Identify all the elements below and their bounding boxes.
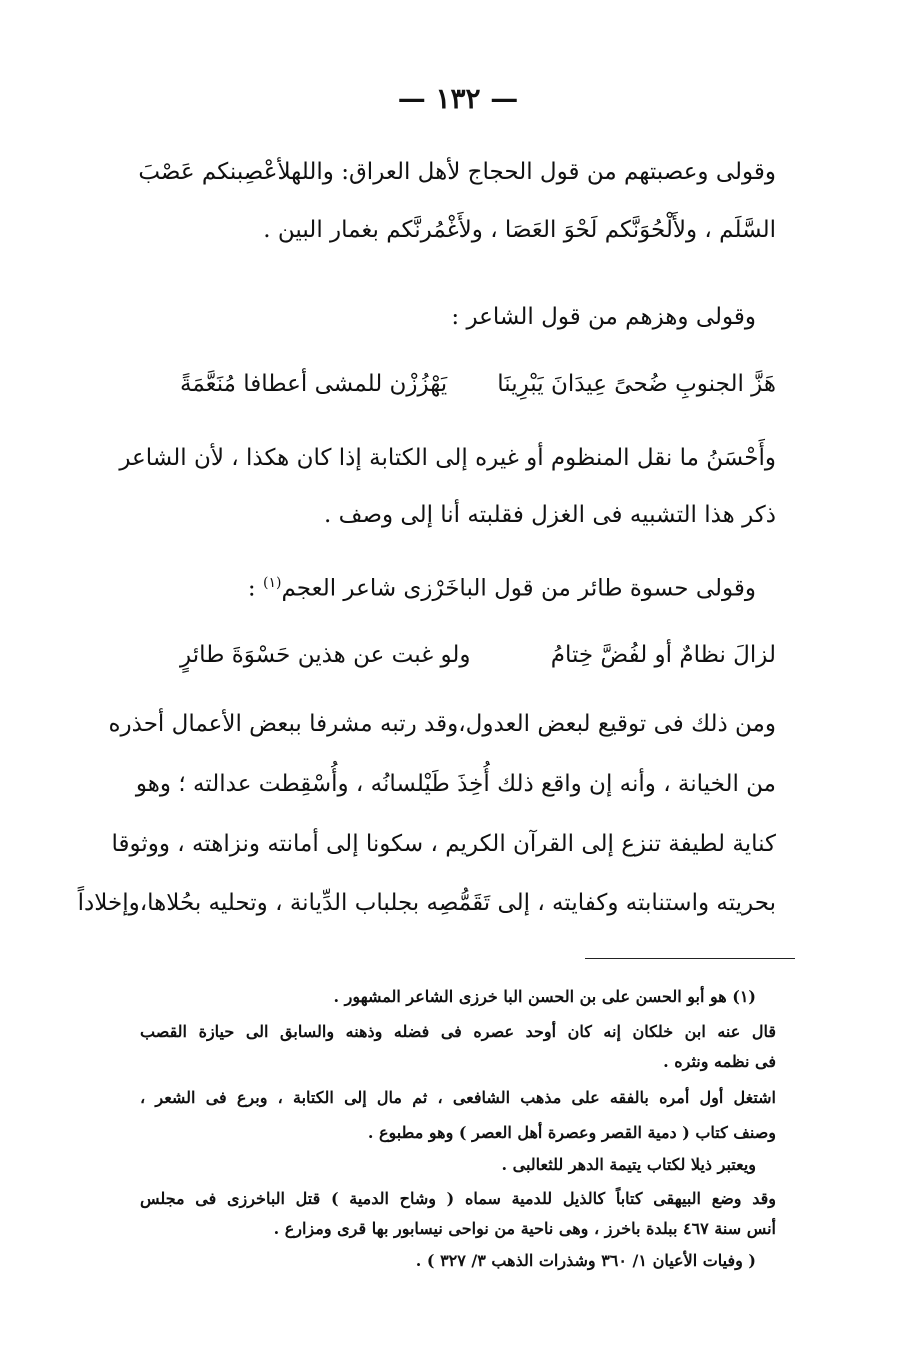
paragraph-line: السَّلَم ، ولأَلْحُوَنَّكم لَحْوَ العَصَا ، ولأَغْمُرنَّكم بغمار البين . (263, 217, 776, 243)
paragraph-colon: : (247, 575, 263, 602)
paragraph-line: ومن ذلك فى توقيع لبعض العدول،وقد رتبه مشرفا ببعض الأعمال أحذره (108, 711, 776, 737)
verse-hemistich-first: هَزَّ الجنوبِ ضُحىً عِيدَانَ يَبْرِينَا (497, 371, 776, 397)
paragraph-line: وقولى وعصبتهم من قول الحجاج لأهل العراق: واللهلأعْصِبنكم عَصْبَ (138, 159, 776, 185)
footnote-line: (١) هو أبو الحسن على بن الحسن البا خرزى الشاعر المشهور . (333, 987, 756, 1006)
footnote-line: قال عنه ابن خلكان إنه كان أوحد عصره فى فضله وذهنه والسابق الى حيازة القصب (140, 1022, 776, 1041)
paragraph-text: وقولى حسوة طائر من قول الباخَرْزى شاعر العجم (281, 575, 756, 602)
footnote-line: اشتغل أول أمره بالفقه على مذهب الشافعى ، ثم مال إلى الكتابة ، وبرع فى الشعر ، (140, 1088, 776, 1107)
footnote-line: ( وفيات الأعيان ١/ ٣٦٠ وشذرات الذهب ٣/ ٣٢٧ ) . (415, 1251, 756, 1270)
footnote-divider (585, 958, 795, 959)
paragraph-line: وأَحْسَنُ ما نقل المنظوم أو غيره إلى الكتابة إذا كان هكذا ، لأن الشاعر (119, 445, 776, 471)
footnote-line: وصنف كتاب ( دمية القصر وعصرة أهل العصر ) وهو مطبوع . (367, 1123, 776, 1142)
footnote-reference: (١) (262, 575, 282, 591)
paragraph-line: من الخيانة ، وأنه إن واقع ذلك أُخِذَ طَيْلسانُه ، وأُسْقِطت عدالته ؛ وهو (135, 771, 776, 797)
verse-hemistich-second: ولو غبت عن هذين حَسْوَةَ طائرٍ (180, 642, 471, 668)
footnote-line: ويعتبر ذيلا لكتاب يتيمة الدهر للثعالبى . (501, 1155, 756, 1174)
paragraph-line: كناية لطيفة تنزع إلى القرآن الكريم ، سكونا إلى أمانته ونزاهته ، ووثوقا (111, 831, 776, 857)
footnote-line: فى نظمه ونثره . (663, 1052, 776, 1071)
verse-hemistich-second: يَهْزُزْن للمشى أعطافا مُنَعَّمَةً (180, 371, 448, 397)
paragraph-line: بحريته واستنابته وكفايته ، إلى تَقَمُّصِه بجلباب الدِّيانة ، وتحليه بحُلاها،وإخلاداً (77, 890, 776, 916)
footnote-line: أنس سنة ٤٦٧ ببلدة باخرز ، وهى ناحية من نواحى نيسابور بها قرى ومزارع . (273, 1219, 776, 1238)
paragraph-line: وقولى وهزهم من قول الشاعر : (451, 304, 756, 330)
paragraph-line: ذكر هذا التشبيه فى الغزل فقلبته أنا إلى وصف . (324, 502, 776, 528)
paragraph-line (248, 566, 756, 606)
verse-hemistich-first: لزالَ نظامٌ أو لفُضَّ خِتامُ (550, 642, 776, 668)
page-number: — ١٣٢ — (397, 82, 519, 115)
footnote-line: وقد وضع البيهقى كتاباً كالذيل للدمية سماه ( وشاح الدمية ) قتل الباخرزى فى مجلس (140, 1189, 776, 1208)
